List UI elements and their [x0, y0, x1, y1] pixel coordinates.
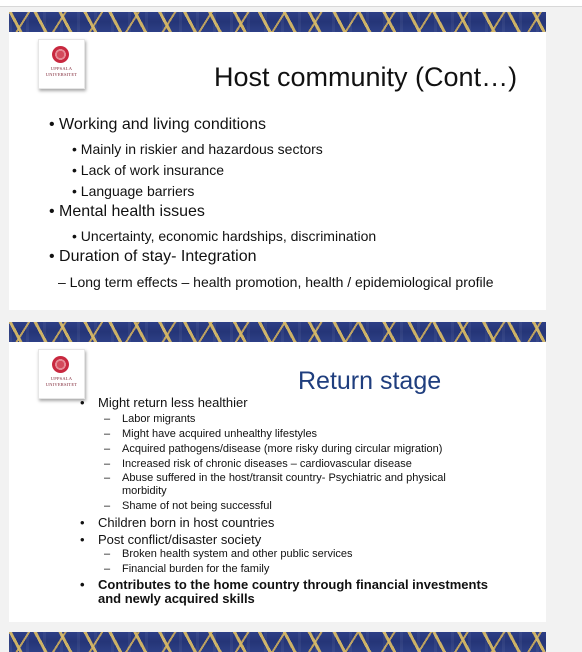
slide-next-partial — [9, 632, 546, 652]
dash-mark: – — [104, 458, 111, 470]
sub-item-continuation: morbidity — [122, 485, 167, 497]
bullet-contributes-continuation: and newly acquired skills — [98, 591, 255, 606]
dash-mark: – — [104, 563, 111, 575]
dash-mark: – — [104, 548, 111, 560]
sub-item: Increased risk of chronic diseases – cardiovascular disease — [122, 458, 412, 470]
logo-line-2: UNIVERSITET — [45, 381, 78, 387]
bullet-contributes: Contributes to the home country through financial investments — [98, 577, 489, 592]
university-logo — [38, 349, 85, 399]
sub-item: Labor migrants — [122, 413, 196, 425]
bullet-dot: • — [80, 395, 85, 410]
slide-title: Return stage — [298, 367, 442, 395]
sub-item: Broken health system and other public services — [122, 548, 353, 560]
sub-item: Shame of not being successful — [122, 500, 272, 512]
sub-bullet: • Language barriers — [72, 183, 195, 199]
dash-mark: – — [104, 500, 111, 512]
logo-line-2: UNIVERSITET — [45, 71, 78, 77]
slide-return-stage — [9, 322, 546, 622]
bullet-children-born: Children born in host countries — [98, 515, 275, 530]
bullet-working-conditions: • Working and living conditions — [49, 116, 266, 133]
sub-item: Abuse suffered in the host/transit country- Psychiatric and physical — [122, 472, 446, 484]
sub-bullet: • Uncertainty, economic hardships, discrimination — [72, 228, 377, 244]
dash-mark: – — [104, 443, 111, 455]
decorative-banner — [9, 632, 546, 652]
dash-item-long-term: – Long term effects – health promotion, health / epidemiological profile — [58, 274, 494, 290]
sub-item: Might have acquired unhealthy lifestyles — [122, 428, 318, 440]
bullet-dot: • — [80, 515, 85, 530]
seal-icon — [52, 356, 69, 373]
sub-bullet: • Lack of work insurance — [72, 162, 224, 178]
slide-title: Host community (Cont…) — [214, 62, 518, 92]
decorative-banner — [9, 322, 546, 342]
viewer-top-bar — [0, 0, 582, 7]
decorative-banner — [9, 12, 546, 32]
sub-item: Financial burden for the family — [122, 563, 270, 575]
bullet-dot: • — [80, 532, 85, 547]
slide-host-community — [9, 12, 546, 310]
logo-line-1: UPPSALA — [50, 376, 73, 381]
university-logo — [38, 39, 85, 89]
bullet-mental-health: • Mental health issues — [49, 203, 205, 220]
dash-mark: – — [104, 413, 111, 425]
seal-icon — [52, 46, 69, 63]
dash-mark: – — [104, 428, 111, 440]
dash-mark: – — [104, 472, 111, 484]
bullet-duration-of-stay: • Duration of stay- Integration — [49, 248, 257, 265]
sub-item: Acquired pathogens/disease (more risky during circular migration) — [122, 443, 443, 455]
bullet-dot: • — [80, 577, 85, 592]
bullet-might-return: Might return less healthier — [98, 395, 248, 410]
bullet-post-conflict: Post conflict/disaster society — [98, 532, 262, 547]
sub-bullet: • Mainly in riskier and hazardous sectors — [72, 141, 323, 157]
logo-line-1: UPPSALA — [50, 66, 73, 71]
